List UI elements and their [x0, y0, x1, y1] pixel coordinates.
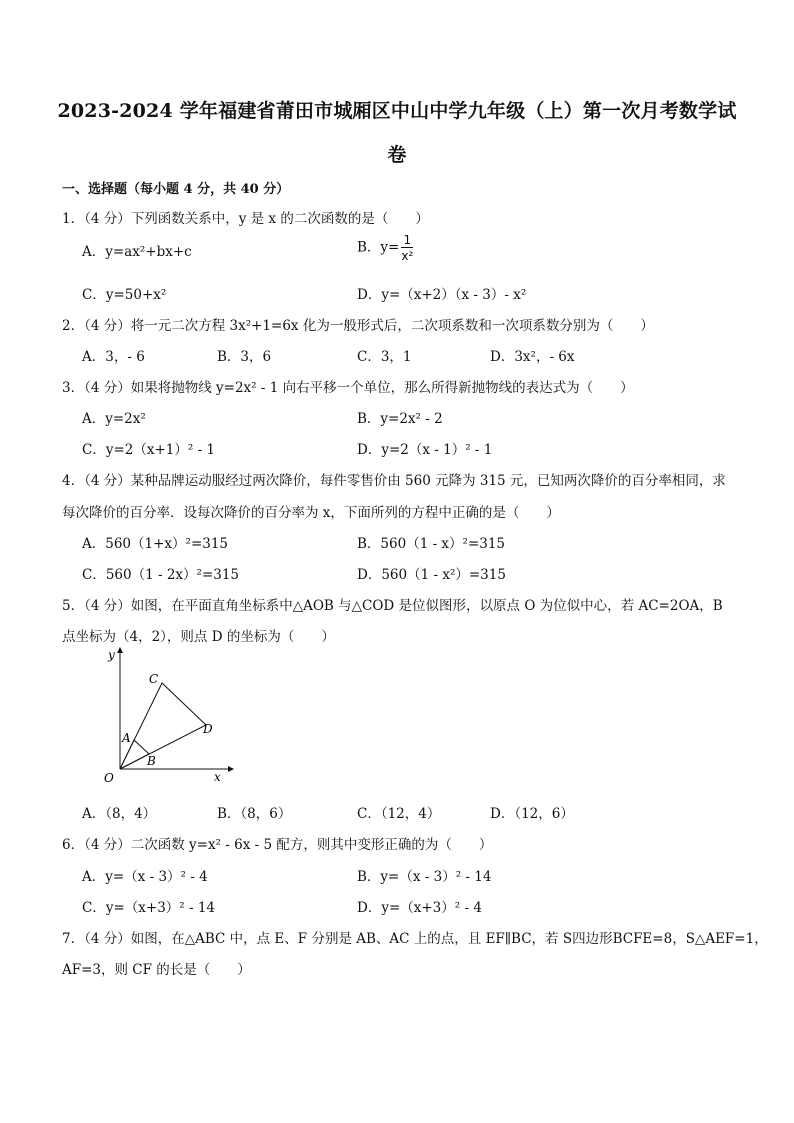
question-1-option-c: C．y=50+x²: [82, 287, 167, 303]
question-4-option-a: A．560（1+x）²=315: [82, 536, 229, 552]
question-2-stem: 2．（4 分）将一元二次方程 3x²+1=6x 化为一般形式后，二次项系数和一次项系数分别为（ ）: [62, 318, 654, 334]
question-7-stem-line2: AF=3，则 CF 的长是（ ）: [62, 962, 251, 978]
question-1-option-b: [357, 234, 413, 262]
question-1-option-b-prefix: B．y=: [357, 239, 400, 256]
section-heading: 一、选择题（每小题 4 分，共 40 分）: [62, 182, 290, 197]
y-axis-arrow-icon: [117, 647, 123, 653]
document-title-line2: 卷: [387, 144, 407, 166]
question-4-option-c: C．560（1 - 2x）²=315: [82, 567, 240, 583]
question-5-stem-line2: 点坐标为（4，2），则点 D 的坐标为（ ）: [62, 629, 335, 645]
question-3-option-c: C．y=2（x+1）² - 1: [82, 442, 216, 458]
coordinate-figure: [100, 645, 240, 785]
question-3-option-b: B．y=2x² - 2: [357, 411, 443, 427]
question-4-stem-line1: 4．（4 分）某种品牌运动服经过两次降价，每件零售价由 560 元降为 315 元，已知两次降价的百分率相同，求: [62, 473, 726, 489]
question-6-stem: 6．（4 分）二次函数 y=x² - 6x - 5 配方，则其中变形正确的为（ ）: [62, 837, 493, 853]
question-5-option-a: A．（8，4）: [82, 806, 157, 822]
label-o: O: [104, 771, 114, 785]
question-2-option-a: A．3，- 6: [82, 349, 145, 365]
question-3-stem: 3．（4 分）如果将抛物线 y=2x² - 1 向右平移一个单位，那么所得新抛物线的表达式为（ ）: [62, 380, 634, 396]
question-6-option-c: C．y=（x+3）² - 14: [82, 900, 216, 916]
question-5-option-b: B．（8，6）: [217, 806, 292, 822]
question-2-option-c: C．3，1: [357, 349, 412, 365]
fraction-numerator: 1: [401, 234, 413, 248]
question-6-option-b: B．y=（x - 3）² - 14: [357, 869, 492, 885]
question-1-stem: 1．（4 分）下列函数关系中，y 是 x 的二次函数的是（ ）: [62, 211, 429, 227]
question-5-stem-line1: 5．（4 分）如图，在平面直角坐标系中△AOB 与△COD 是位似图形，以原点 O 为位似中心，若 AC=2OA，B: [62, 598, 723, 614]
question-7-stem-line1: 7．（4 分）如图，在△ABC 中，点 E、F 分别是 AB、AC 上的点，且 EF∥BC，若 S四边形BCFE=8，S△AEF=1，: [62, 931, 768, 947]
fraction-denominator: x²: [401, 249, 414, 263]
label-a: A: [122, 731, 131, 745]
fraction: [401, 234, 413, 262]
label-c: C: [149, 672, 159, 686]
question-4-stem-line2: 每次降价的百分率．设每次降价的百分率为 x，下面所列的方程中正确的是（ ）: [62, 505, 560, 521]
x-axis-arrow-icon: [228, 766, 234, 772]
label-d: D: [203, 722, 213, 736]
label-b: B: [147, 754, 156, 768]
question-3-option-a: A．y=2x²: [82, 411, 146, 427]
question-3-option-d: D．y=2（x - 1）² - 1: [357, 442, 493, 458]
label-x: x: [214, 770, 221, 784]
question-6-option-a: A．y=（x - 3）² - 4: [82, 869, 208, 885]
question-6-option-d: D．y=（x+3）² - 4: [357, 900, 482, 916]
question-4-option-b: B．560（1 - x）²=315: [357, 536, 506, 552]
question-5-option-d: D．（12，6）: [490, 806, 574, 822]
question-4-option-d: D．560（1 - x²）=315: [357, 567, 506, 583]
question-1-option-a: A．y=ax²+bx+c: [82, 244, 192, 260]
triangle-cod: [120, 683, 206, 769]
question-1-option-d: D．y=（x+2）（x - 3）- x²: [357, 287, 527, 303]
question-2-option-b: B．3，6: [217, 349, 272, 365]
question-5-option-c: C．（12，4）: [357, 806, 441, 822]
label-y: y: [108, 648, 115, 662]
document-title-line1: 2023-2024 学年福建省莆田市城厢区中山中学九年级（上）第一次月考数学试: [57, 100, 737, 122]
question-2-option-d: D．3x²，- 6x: [490, 349, 575, 365]
